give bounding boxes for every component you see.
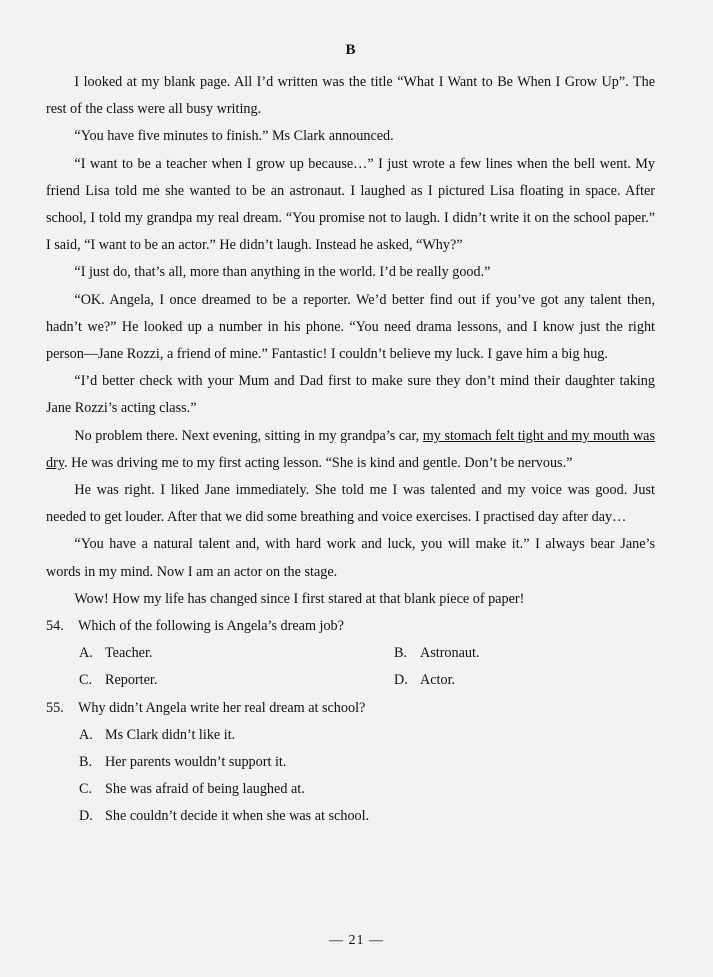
passage-paragraph: Wow! How my life has changed since I first stared at that blank piece of paper!	[74, 590, 525, 607]
question-stem	[46, 695, 655, 722]
passage-paragraph: “You have a natural talent and, with hard work and luck, you will make it.” I always bear Jane’s words in my mind. Now I am an actor on the stage.	[46, 536, 655, 580]
question-stem	[46, 613, 655, 640]
section-letter: B	[345, 42, 356, 58]
passage-paragraph: I looked at my blank page. All I’d written was the title “What I Want to Be When I Grow Up”. The rest of the class were all busy writing.	[46, 74, 655, 118]
option-text: Reporter.	[105, 672, 158, 689]
passage-paragraph: “You have five minutes to finish.” Ms Clark announced.	[74, 128, 394, 145]
option-text: She was afraid of being laughed at.	[105, 781, 305, 798]
question-text: Why didn’t Angela write her real dream at school?	[78, 699, 366, 716]
option-letter: C.	[79, 781, 93, 798]
option-letter: A.	[79, 645, 93, 662]
reading-passage	[46, 69, 655, 613]
passage-paragraph: “I just do, that’s all, more than anything in the world. I’d be really good.”	[74, 264, 491, 281]
option-letter: A.	[79, 726, 93, 743]
option-letter: B.	[79, 754, 93, 771]
question-55	[46, 695, 655, 831]
passage-paragraph: He was right. I liked Jane immediately. She told me I was talented and my voice was good. Just needed to get louder. After that we did some breathing and voice exercises. I practised day after day…	[46, 482, 655, 526]
option-text: Astronaut.	[420, 645, 480, 662]
passage-paragraph: “I’d better check with your Mum and Dad first to make sure they don’t mind their daughter taking Jane Rozzi’s acting class.”	[46, 373, 655, 417]
text-run: No problem there. Next evening, sitting in my grandpa’s car,	[74, 427, 423, 444]
answer-options	[46, 640, 655, 694]
passage-paragraph	[46, 423, 655, 477]
option-text: Her parents wouldn’t support it.	[105, 754, 287, 771]
text-run: . He was driving me to my first acting lesson. “She is kind and gentle. Don’t be nervous.”	[64, 454, 573, 471]
option-a[interactable]	[79, 722, 655, 749]
option-d[interactable]	[394, 667, 655, 694]
question-number: 54.	[46, 618, 64, 635]
passage-paragraph: “OK. Angela, I once dreamed to be a reporter. We’d better find out if you’ve got any talent then, hadn’t we?” He looked up a number in his phone. “You need drama lessons, and I know just the right person—Jane Rozzi, a friend of mine.” Fantastic! I couldn’t believe my luck. I gave him a big hug.	[46, 291, 655, 363]
option-letter: C.	[79, 672, 93, 689]
option-letter: D.	[79, 808, 93, 825]
option-letter: D.	[394, 672, 408, 689]
passage-paragraph: “I want to be a teacher when I grow up because…” I just wrote a few lines when the bell went. My friend Lisa told me she wanted to be an astronaut. I laughed as I pictured Lisa floating in space. After school, I told my grandpa my real dream. “You promise not to laugh. I didn’t write it on the school paper.” I said, “I want to be an actor.” He didn’t laugh. Instead he asked, “Why?”	[46, 155, 655, 254]
underlined-phrase: my stomach felt tight and my mouth was dry	[46, 427, 656, 471]
question-54	[46, 613, 655, 695]
page-number: — 21 —	[329, 933, 384, 948]
question-number: 55.	[46, 699, 64, 716]
option-a[interactable]	[79, 640, 394, 667]
option-d[interactable]	[79, 803, 655, 830]
option-letter: B.	[394, 645, 408, 662]
answer-options	[46, 722, 655, 831]
option-b[interactable]	[394, 640, 655, 667]
option-text: She couldn’t decide it when she was at school.	[105, 808, 370, 825]
option-text: Actor.	[420, 672, 456, 689]
option-text: Ms Clark didn’t like it.	[105, 726, 236, 743]
option-c[interactable]	[79, 776, 655, 803]
option-b[interactable]	[79, 749, 655, 776]
option-text: Teacher.	[105, 645, 153, 662]
option-c[interactable]	[79, 667, 394, 694]
question-text: Which of the following is Angela’s dream job?	[78, 618, 344, 635]
